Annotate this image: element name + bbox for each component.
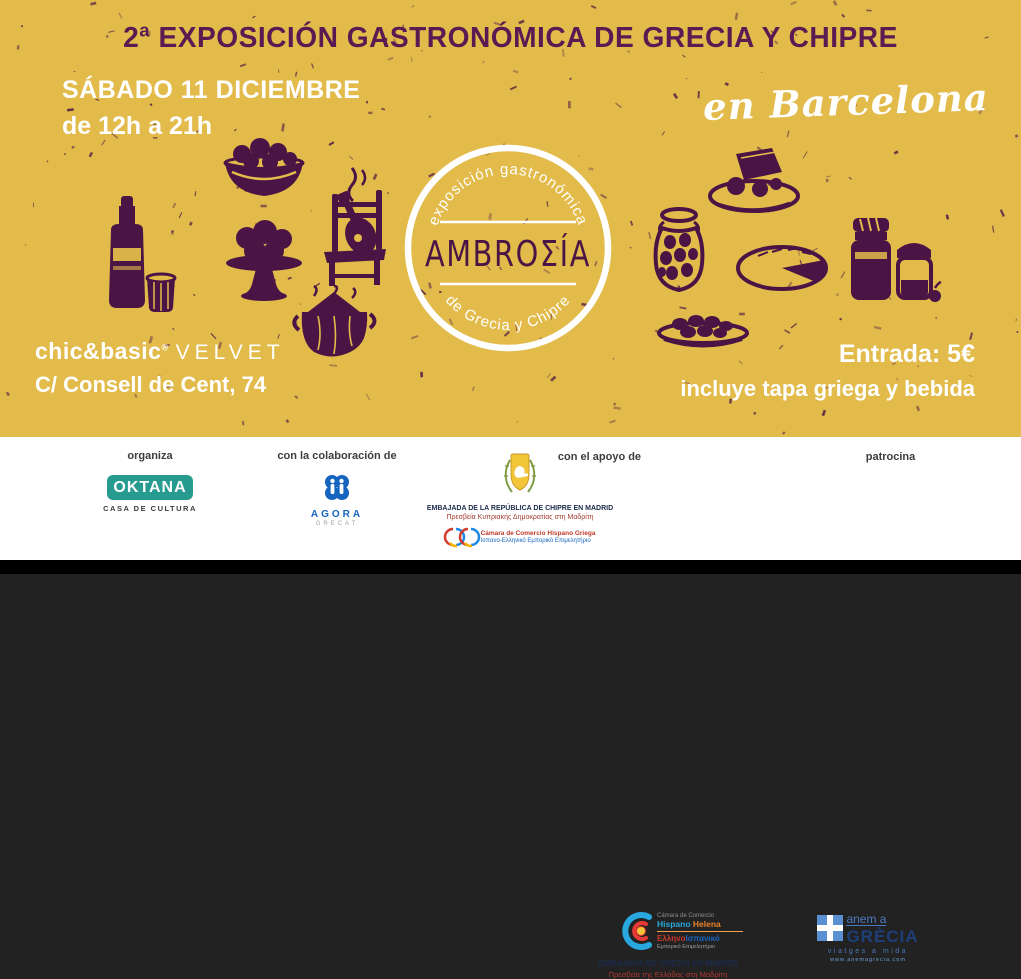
helena-gr2: Ισπανικό: [685, 933, 720, 943]
price-includes: incluye tapa griega y bebida: [680, 376, 975, 401]
sponsors-footer: [0, 437, 1021, 979]
agora-subtitle: GRECAT: [315, 521, 359, 527]
camara-hg-line1: Cámara de Comercio Hispano Griega: [480, 530, 596, 537]
event-city: en Barcelona: [702, 75, 990, 129]
badge-arc-top: exposición gastronómica: [424, 160, 592, 228]
anem-url: www.anemagrecia.com: [830, 957, 906, 963]
badge-name: AMBROΣÍA: [424, 232, 592, 275]
venue-brand-velvet: VELVET: [175, 341, 285, 364]
helena-hispano: Hispano: [657, 918, 693, 929]
helena-line3: [657, 934, 743, 943]
oktana-logo: [100, 475, 200, 513]
helena-divider: [657, 931, 743, 932]
event-datetime: [62, 76, 360, 141]
helena-line1: Cámara de Comercio: [657, 912, 715, 919]
event-date: SÁBADO 11 DICIEMBRE: [62, 76, 361, 104]
agora-logo: [287, 475, 387, 527]
helena-helena: Helena: [692, 918, 721, 929]
bottom-black-bar: [0, 560, 1021, 574]
greek-flag-icon: [817, 915, 843, 941]
venue-name: [35, 338, 285, 365]
organiza-label: organiza: [127, 450, 173, 462]
helena-line2: [657, 919, 743, 929]
ambrosia-badge: [408, 148, 608, 348]
venue-address: C/ Consell de Cent, 74: [35, 372, 267, 397]
camara-hispano-griega-icon: [445, 526, 477, 548]
registered-mark: ®: [161, 342, 169, 353]
greece-embassy-line2: Πρεσβεία της Ελλάδας στη Μαδρίτη: [608, 970, 728, 979]
badge-arc-bottom: de Grecia y Chipre: [442, 291, 574, 335]
cyprus-embassy-block: [425, 450, 615, 548]
apoyo-label: con el apoyo de: [557, 451, 642, 463]
anem-a-text: anem a: [846, 912, 887, 926]
camara-hispano-helena-icon: [620, 910, 652, 952]
camara-hispano-griega-logo: [425, 526, 615, 548]
illustration-cake-stand: [226, 220, 302, 301]
patrocina-label: patrocina: [865, 451, 916, 463]
illustration-glass: [147, 274, 175, 312]
greece-embassy-block: [588, 959, 748, 979]
cyprus-coat-of-arms: [502, 450, 538, 496]
price-block: [680, 340, 975, 402]
price-amount: Entrada: 5€: [838, 340, 975, 368]
greece-embassy-line1: EMBAJADA DE GRECIA EN MADRID: [598, 959, 738, 968]
illustration-jam-jars: [851, 218, 941, 302]
illustration-cooking-pot: [294, 286, 374, 357]
illustration-chair-bouzouki: [324, 168, 386, 286]
cyprus-embassy-line2: Πρεσβεία Κυπριακής Δημοκρατίας στη Μαδρίτη: [446, 514, 594, 521]
event-hours: de 12h a 21h: [62, 112, 213, 140]
camara-hg-line2: Ισπανο-Ελληνικό Εμπορικό Επιμελητήριο: [480, 538, 591, 544]
svg-text:de Grecia y Chipre: [442, 292, 574, 334]
oktana-wordmark: OKTANA: [107, 475, 193, 500]
camara-hispano-helena-logo: [620, 910, 743, 952]
illustration-wine-bottle: [109, 196, 145, 308]
venue-brand: chic&basic: [35, 338, 162, 364]
helena-gr1: Ελληνο: [657, 933, 686, 943]
agora-logo-icon: [325, 475, 349, 500]
poster-title: 2ª EXPOSICIÓN GASTRONÓMICA DE GRECIA Y CHIPRE: [123, 22, 898, 54]
illustration-olive-jar: [656, 209, 703, 290]
venue-block: [35, 338, 285, 398]
illustration-meze-plate: [710, 148, 798, 211]
grecia-wordmark: GRÈCIA: [846, 927, 919, 946]
svg-text:exposición gastronómica: [425, 161, 591, 228]
oktana-subtitle: CASA DE CULTURA: [103, 504, 197, 513]
colaboracion-label: con la colaboración de: [277, 450, 397, 462]
helena-line4: Εμπορικό Επιμελητήριο: [657, 943, 715, 950]
cyprus-embassy-line1: EMBAJADA DE LA REPÚBLICA DE CHIPRE EN MADRID: [426, 505, 614, 512]
anem-tagline: viatges a mida: [827, 948, 909, 955]
agora-wordmark: AGORA: [310, 509, 364, 520]
illustration-cheese-wheel: [738, 247, 827, 289]
anem-a-grecia-logo: [816, 910, 920, 963]
